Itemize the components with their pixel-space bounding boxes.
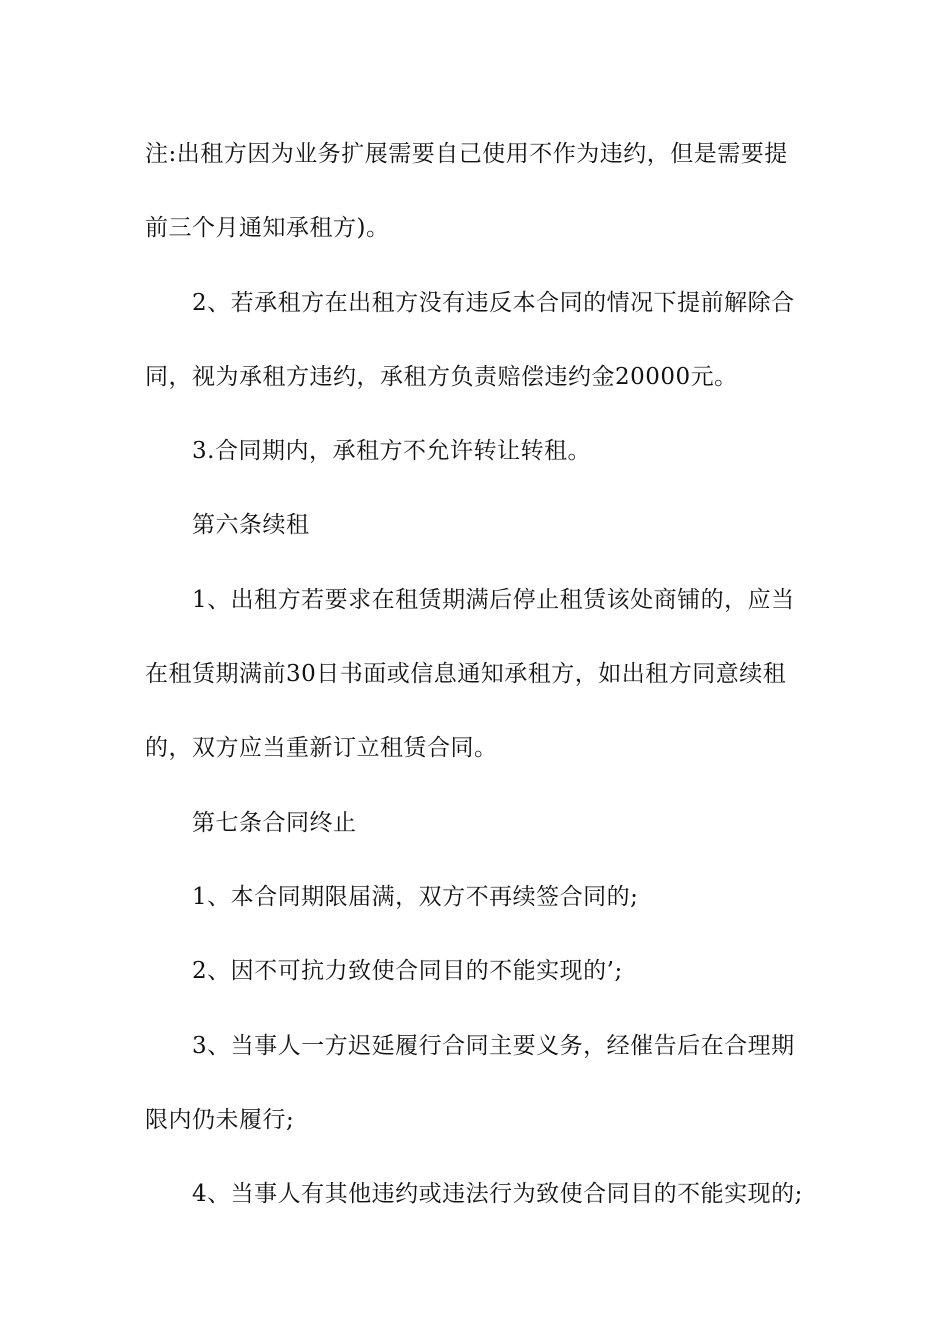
text-line: 3.合同期内，承租方不允许转让转租。	[192, 438, 591, 464]
text-line: 1、本合同期限届满，双方不再续签合同的;	[192, 884, 639, 910]
text-line: 2、因不可抗力致使合同目的不能实现的’;	[192, 958, 623, 984]
text-line: 2、若承租方在出租方没有违反本合同的情况下提前解除合	[192, 290, 795, 316]
text-line: 4、当事人有其他违约或违法行为致使合同目的不能实现的;	[192, 1181, 803, 1207]
text-line: 同，视为承租方违约，承租方负责赔偿违约金20000元。	[145, 364, 738, 390]
text-line: 前三个月通知承租方)。	[145, 215, 390, 241]
text-line: 注:出租方因为业务扩展需要自己使用不作为违约，但是需要提	[145, 141, 788, 167]
section-heading: 第七条合同终止	[192, 810, 357, 836]
text-line: 1、出租方若要求在租赁期满后停止租赁该处商铺的，应当	[192, 587, 795, 613]
text-line: 在租赁期满前30日书面或信息通知承租方，如出租方同意续租	[145, 661, 787, 687]
text-line: 3、当事人一方迟延履行合同主要义务，经催告后在合理期	[192, 1033, 795, 1059]
text-line: 限内仍未履行;	[145, 1107, 295, 1133]
text-line: 的，双方应当重新订立租赁合同。	[145, 735, 498, 761]
section-heading: 第六条续租	[192, 512, 310, 538]
